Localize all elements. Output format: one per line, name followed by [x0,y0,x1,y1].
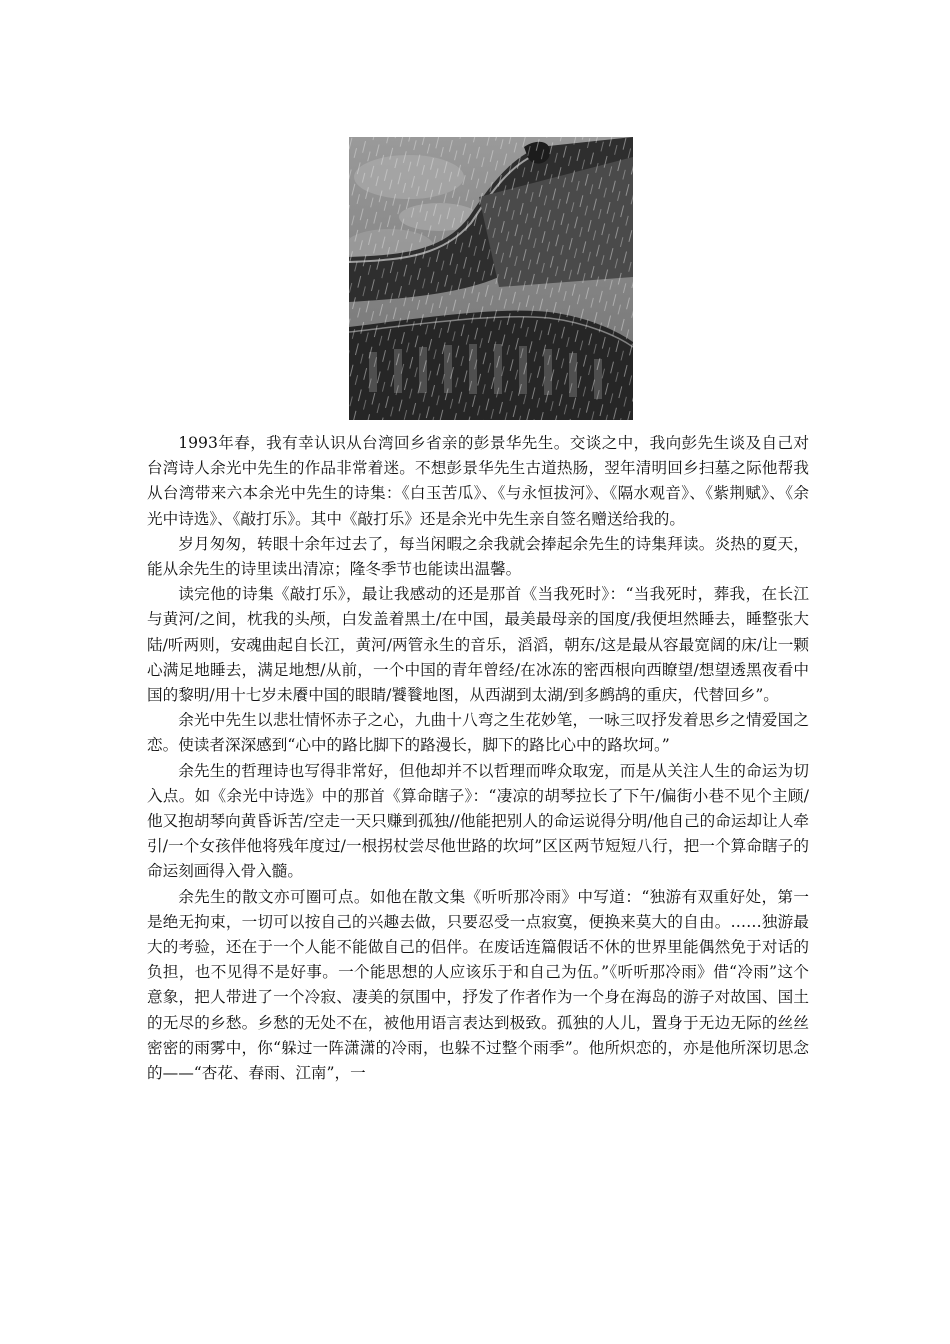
paragraph-intro: 1993年春，我有幸认识从台湾回乡省亲的彭景华先生。交谈之中，我向彭先生谈及自己对台湾诗人余光中先生的作品非常着迷。不想彭景华先生古道热肠，翌年清明回乡扫墓之际他帮我从台湾带来六本余光中先生的诗集：《白玉苦瓜》、《与永恒拔河》、《隔水观音》、《紫荆赋》、《余光中诗选》、《敲打乐》。其中《敲打乐》还是余光中先生亲自签名赠送给我的。 [147,434,809,528]
paragraph-prose: 余先生的散文亦可圈可点。如他在散文集《听听那冷雨》中写道：“独游有双重好处，第一是绝无拘束，一切可以按自己的兴趣去做，只要忍受一点寂寞，便换来莫大的自由。……独游最大的考验，还在于一个人能不能做自己的侣伴。在废话连篇假话不休的世界里能偶然免于对话的负担，也不见得不是好事。一个能思想的人应该乐于和自己为伍。”《听听那冷雨》借“冷雨”这个意象，把人带进了一个冷寂、凄美的氛围中，抒发了作者作为一个身在海岛的游子对故国、国土的无尽的乡愁。乡愁的无处不在，被他用语言表达到极致。孤独的人儿，置身于无边无际的丝丝密密的雨雾中，你“躲过一阵潇潇的冷雨，也躲不过整个雨季”。他所炽恋的，亦是他所深切思念的——“杏花、春雨、江南”，一 [147,887,809,1083]
paragraph-patriotism: 余光中先生以悲壮情怀赤子之心，九曲十八弯之生花妙笔，一咏三叹抒发着思乡之情爱国之恋。使读者深深感到“心中的路比脚下的路漫长，脚下的路比心中的路坎坷。” [147,711,809,755]
rain-roof-photo [349,137,633,420]
paragraph-philosophy-poem: 余先生的哲理诗也写得非常好，但他却并不以哲理而哗众取宠，而是从关注人生的命运为切入点。如《余光中诗选》中的那首《算命瞎子》：“凄凉的胡琴拉长了下午/偏街小巷不见个主顾/他又抱胡琴向黄昏诉苦/空走一天只赚到孤独//他能把别人的命运说得分明/他自己的命运却让人牵引/一个女孩伴他将残年度过/一根拐杖尝尽他世路的坎坷”区区两节短短八行，把一个算命瞎子的命运刻画得入骨入髓。 [147,761,809,881]
paragraph-years: 岁月匆匆，转眼十余年过去了，每当闲暇之余我就会捧起余先生的诗集拜读。炎热的夏天，能从余先生的诗里读出清凉；隆冬季节也能读出温馨。 [147,534,809,579]
article-body [147,431,809,1086]
paragraph-poem-when-i-die: 读完他的诗集《敲打乐》，最让我感动的还是那首《当我死时》：“当我死时，葬我，在长江与黄河/之间，枕我的头颅，白发盖着黑土/在中国，最美最母亲的国度/我便坦然睡去，睡整张大陆/听两则，安魂曲起自长江，黄河/两管永生的音乐，滔滔，朝东/这是最从容最宽阔的床/让一颗心满足地睡去，满足地想/从前，一个中国的青年曾经/在冰冻的密西根向西瞭望/想望透黑夜看中国的黎明/用十七岁未餍中国的眼睛/饕餮地图，从西湖到太湖/到多鹧鸪的重庆，代替回乡”。 [147,585,809,705]
